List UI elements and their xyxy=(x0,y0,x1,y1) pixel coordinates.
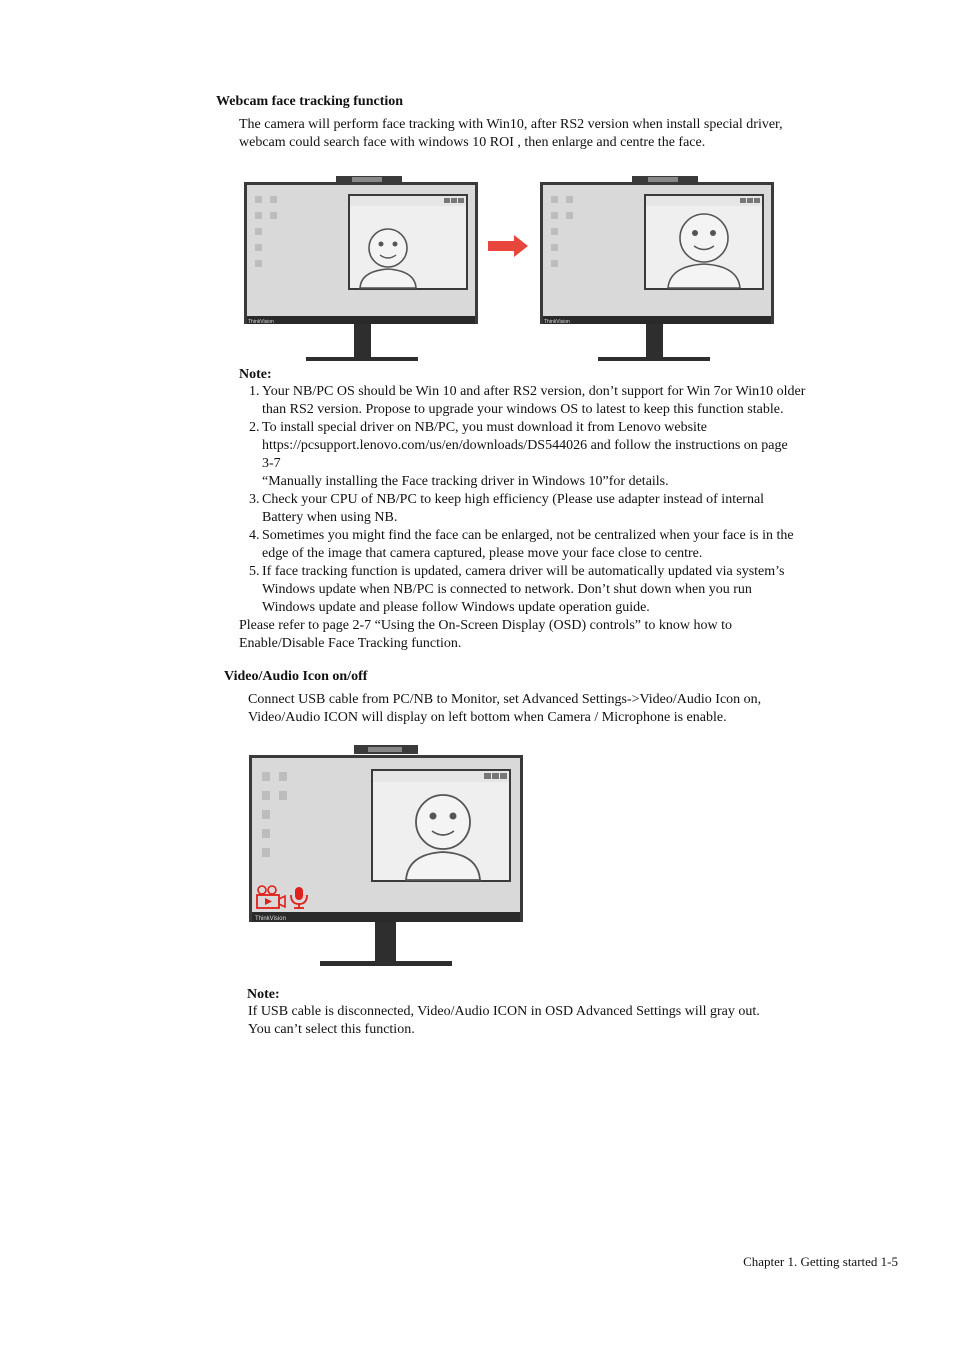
monitor-after xyxy=(540,176,774,361)
note-label: Note: xyxy=(239,367,272,382)
note-refer: Please refer to page 2-7 “Using the On-Screen Display (OSD) controls” to know how to Enable/Disable Face Tracking function. xyxy=(239,618,732,651)
page-footer: Chapter 1. Getting started 1-5 xyxy=(743,1254,898,1269)
arrow-right-icon xyxy=(488,235,528,257)
note-item: 2. To install special driver on NB/PC, you must download it from Lenovo website https://pcsupport.lenovo.com/us/en/downloads/DS544026 and follow the instructions on page 3-7 “Manually installing the Face tracking driver in Windows 10”for details. xyxy=(249,420,788,489)
brand-label: ThinkVision xyxy=(248,319,274,325)
section-intro-video-audio-icon: Connect USB cable from PC/NB to Monitor, set Advanced Settings->Video/Audio Icon on, Video/Audio ICON will display on left bottom when Camera / Microphone is enable. xyxy=(248,692,762,725)
brand-label: ThinkVision xyxy=(255,916,286,922)
video-audio-figure xyxy=(246,742,528,970)
note-list xyxy=(239,383,889,653)
section-heading-face-tracking: Webcam face tracking function xyxy=(216,94,404,109)
note-item: 3. Check your CPU of NB/PC to keep high efficiency (Please use adapter instead of internal Battery when using NB. xyxy=(249,492,765,525)
note-item: 1. Your NB/PC OS should be Win 10 and after RS2 version, don’t support for Win 7or Win10 older than RS2 version. Propose to upgrade your windows OS to latest to keep this function stable. xyxy=(249,384,806,417)
monitor xyxy=(249,745,523,966)
note-text: If USB cable is disconnected, Video/Audio ICON in OSD Advanced Settings will gray out. You can’t select this function. xyxy=(248,1004,760,1037)
note-item: 4. Sometimes you might find the face can be enlarged, not be centralized when your face is in the edge of the image that camera captured, please move your face close to centre. xyxy=(249,528,794,561)
monitor-before xyxy=(244,176,478,361)
face-tracking-illustration xyxy=(240,172,780,367)
note-item: 5. If face tracking function is updated, camera driver will be automatically updated via system’s Windows update when NB/PC is connected to network. Don’t shut down when you run Windows update and please follow Windows update operation guide. xyxy=(249,564,785,615)
section-intro-face-tracking: The camera will perform face tracking with Win10, after RS2 version when install special driver, webcam could search face with windows 10 ROI , then enlarge and centre the face. xyxy=(239,117,783,150)
face-tracking-figure xyxy=(240,172,780,367)
video-audio-illustration xyxy=(246,742,528,970)
brand-label: ThinkVision xyxy=(544,319,570,325)
section-heading-video-audio-icon: Video/Audio Icon on/off xyxy=(224,669,368,684)
note-label: Note: xyxy=(247,987,280,1002)
